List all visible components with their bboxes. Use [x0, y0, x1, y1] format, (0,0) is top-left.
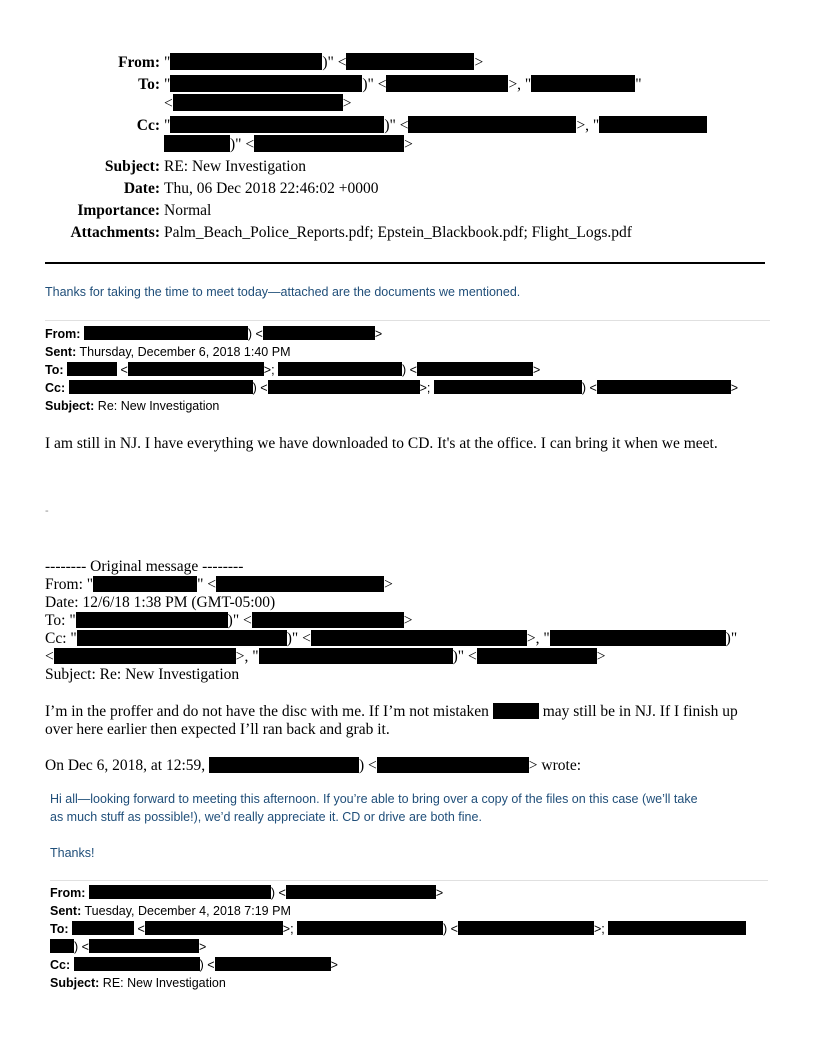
- redaction: [477, 648, 597, 664]
- redaction: [297, 921, 443, 935]
- quoted-from-line: From: ) < >: [50, 886, 444, 900]
- redaction: [173, 94, 343, 111]
- importance-value: Normal: [164, 202, 212, 219]
- cc-value: " )" < >, ": [164, 115, 707, 137]
- quoted-to-line-cont: ) < >: [50, 938, 206, 956]
- reply1-from-label: From:: [45, 327, 81, 341]
- redaction: [254, 135, 404, 152]
- redaction: [72, 921, 134, 935]
- redaction: [346, 53, 474, 70]
- original-from-line: From: " " < >: [45, 576, 393, 593]
- redaction: [263, 326, 375, 340]
- importance-label: Importance:: [77, 202, 160, 219]
- attachments-label: Attachments:: [70, 224, 160, 241]
- redaction: [278, 362, 402, 376]
- reply1-to-line: To: < >; ) < >: [45, 363, 541, 377]
- redaction: [386, 75, 508, 92]
- quoted-to-label: To:: [50, 922, 69, 936]
- redaction: [170, 75, 362, 92]
- reply1-subject-line: [45, 397, 219, 415]
- to-value-cont: < >: [164, 95, 352, 112]
- reply1-subject-label: Subject:: [45, 399, 95, 413]
- on-date-wrote-line: On Dec 6, 2018, at 12:59, ) < > wrote:: [45, 757, 582, 774]
- date-value: Thu, 06 Dec 2018 22:46:02 +0000: [164, 180, 379, 197]
- reply1-dash: -: [45, 505, 49, 517]
- quoted-message-line1: Hi all—looking forward to meeting this afternoon. If you’re able to bring over a copy of the files on this case (we’ll take: [50, 792, 698, 806]
- redaction: [170, 53, 322, 70]
- original-cc-line-cont: < >, " )" < >: [45, 648, 606, 665]
- reply1-from-line: From: ) < >: [45, 327, 383, 341]
- redaction: [286, 885, 436, 899]
- original-body-b: may still be in NJ. If I finish up: [542, 703, 738, 720]
- date-label: Date:: [123, 180, 160, 197]
- original-to-line: To: " )" < >: [45, 612, 413, 629]
- quoted-subject-line: [50, 974, 226, 992]
- redaction: [54, 648, 236, 664]
- redaction: [128, 362, 264, 376]
- quoted-sent-value: Tuesday, December 4, 2018 7:19 PM: [84, 904, 291, 918]
- quoted-cc-label: Cc:: [50, 958, 71, 972]
- redaction: [458, 921, 594, 935]
- reply1-subject-value: Re: New Investigation: [97, 399, 220, 413]
- subject-label: Subject:: [104, 158, 160, 175]
- redaction: [311, 630, 527, 646]
- redaction: [170, 116, 384, 133]
- message-divider: [45, 320, 770, 321]
- quoted-subject-value: RE: New Investigation: [102, 976, 226, 990]
- reply1-to-label: To:: [45, 363, 64, 377]
- redaction: [434, 380, 582, 394]
- original-body-line2: over here earlier then expected I’ll ran back and grab it.: [45, 721, 390, 738]
- original-body-a: I’m in the proffer and do not have the disc with me. If I’m not mistaken: [45, 703, 489, 720]
- redaction: [408, 116, 576, 133]
- original-date-line: Date: 12/6/18 1:38 PM (GMT-05:00): [45, 594, 276, 611]
- original-subject-line: Subject: Re: New Investigation: [45, 666, 240, 683]
- redaction: [89, 939, 199, 953]
- quoted-divider: [50, 880, 768, 881]
- attachments-value: Palm_Beach_Police_Reports.pdf; Epstein_Blackbook.pdf; Flight_Logs.pdf: [164, 224, 632, 241]
- redaction: [67, 362, 117, 376]
- subject-value: RE: New Investigation: [164, 158, 307, 175]
- redaction: [145, 921, 283, 935]
- original-body-line1: [45, 703, 738, 721]
- reply1-sent-label: Sent:: [45, 345, 77, 359]
- redaction: [493, 703, 539, 719]
- original-cc-line: Cc: " )" < >, " )": [45, 630, 738, 647]
- cc-value-cont: )" < >: [164, 134, 413, 156]
- quoted-sent-label: Sent:: [50, 904, 82, 918]
- to-value: " )" < >, " ": [164, 76, 642, 93]
- reply1-sent-value: Thursday, December 6, 2018 1:40 PM: [79, 345, 291, 359]
- redaction: [209, 757, 359, 773]
- quoted-from-label: From:: [50, 886, 86, 900]
- redaction: [216, 576, 384, 592]
- quoted-subject-label: Subject:: [50, 976, 100, 990]
- original-to-label: To:: [45, 612, 66, 629]
- wrote: wrote:: [541, 757, 582, 774]
- redaction: [93, 576, 197, 592]
- cc-label: Cc:: [136, 117, 160, 134]
- redaction: [215, 957, 331, 971]
- redaction: [69, 380, 253, 394]
- redaction: [550, 630, 726, 646]
- reply1-body: I am still in NJ. I have everything we have downloaded to CD. It's at the office. I can bring it when we meet.: [45, 435, 718, 452]
- quoted-message-line2: as much stuff as possible!), we’d really appreciate it. CD or drive are both fine.: [50, 810, 482, 824]
- redaction: [268, 380, 420, 394]
- original-separator: -------- Original message --------: [45, 558, 244, 575]
- redaction: [77, 630, 287, 646]
- redaction: [50, 939, 74, 953]
- quoted-cc-line: Cc: ) < >: [50, 958, 338, 972]
- original-from-label: From:: [45, 576, 83, 593]
- redaction: [252, 612, 404, 628]
- reply1-sent-line: [45, 343, 291, 361]
- redaction: [531, 75, 635, 92]
- redaction: [164, 135, 230, 152]
- quoted-sent-line: [50, 902, 291, 920]
- redaction: [76, 612, 228, 628]
- redaction: [417, 362, 533, 376]
- original-cc-label: Cc:: [45, 630, 67, 647]
- redaction: [84, 326, 248, 340]
- from-value: " )" < >: [164, 54, 484, 71]
- redaction: [259, 648, 453, 664]
- reply1-cc-label: Cc:: [45, 381, 66, 395]
- intro-message: Thanks for taking the time to meet today—attached are the documents we mentioned.: [45, 285, 521, 299]
- header-divider: [45, 262, 765, 264]
- redaction: [377, 757, 529, 773]
- to-label: To:: [138, 76, 160, 93]
- on-date: On Dec 6, 2018, at 12:59,: [45, 757, 206, 774]
- redaction: [74, 957, 200, 971]
- redaction: [89, 885, 271, 899]
- reply1-cc-line: Cc: ) < >; ) < >: [45, 381, 739, 395]
- quoted-thanks: Thanks!: [50, 846, 95, 860]
- from-label: From:: [118, 54, 160, 71]
- redaction: [597, 380, 731, 394]
- redaction: [599, 116, 707, 133]
- redaction: [608, 921, 746, 935]
- quoted-to-line: To: < >; ) < >;: [50, 920, 746, 938]
